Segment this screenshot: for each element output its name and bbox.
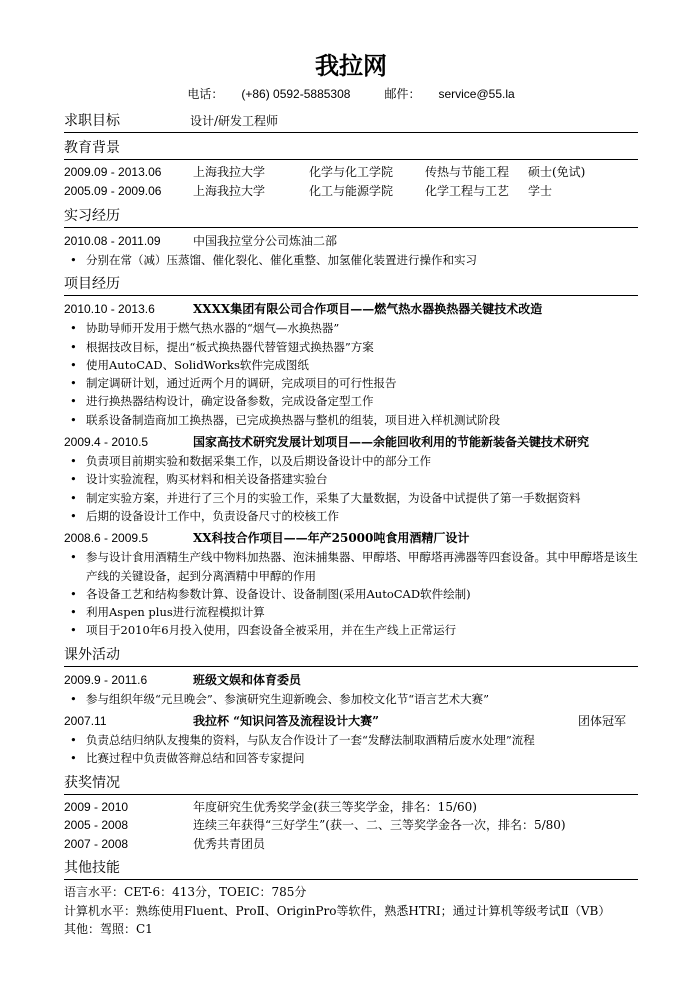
- education-section: [64, 137, 638, 201]
- list-item: • 根据技改目标，提出“板式换热器代替管翅式换热器”方案: [64, 338, 638, 356]
- section-heading: 项目经历: [64, 273, 638, 296]
- entry-title: 我拉杯 “知识问答及流程设计大赛”: [193, 714, 379, 729]
- entry-title: 班级文娱和体育委员: [193, 672, 302, 687]
- award-row: [64, 835, 638, 854]
- goal-value: 设计/研发工程师: [190, 114, 279, 128]
- entry-bullets: [64, 251, 638, 269]
- list-item: • 负责项目前期实验和数据采集工作，以及后期设备设计中的部分工作: [64, 452, 638, 470]
- education-row: [64, 182, 638, 201]
- entry-bullets: [64, 731, 638, 768]
- entry-date: 2010.08 - 2011.09: [64, 234, 161, 248]
- education-cell: 学士: [528, 184, 553, 198]
- award-text: 年度研究生优秀奖学金(获三等奖学金，排名：15/60): [193, 799, 477, 814]
- entry-date: 2010.10 - 2013.6: [64, 302, 155, 317]
- list-item: • 制定实验方案，并进行了三个月的实验工作，采集了大量数据，为设备中试提供了第一手数据资料: [64, 489, 638, 507]
- entry-date: 2009.4 - 2010.5: [64, 435, 149, 450]
- phone-value: (+86) 0592-5885308: [241, 87, 351, 101]
- section-heading: 实习经历: [64, 205, 638, 228]
- entry-title: 国家高技术研究发展计划项目——余能回收利用的节能新装备关键技术研究: [193, 435, 590, 450]
- list-item: • 使用AutoCAD、SolidWorks软件完成图纸: [64, 356, 638, 374]
- award-row: [64, 816, 638, 835]
- internship-section: [64, 205, 638, 269]
- education-cell: 传热与节能工程: [425, 165, 510, 179]
- activities-section: [64, 644, 638, 768]
- phone-label: 电话：: [187, 87, 224, 101]
- education-cell: 化工与能源学院: [309, 184, 394, 198]
- award-row: [64, 798, 638, 817]
- list-item: • 参与设计食用酒精生产线中物料加热器、泡沫捕集器、甲醇塔、甲醇塔再沸器等四套设备。其中甲醇塔是该生产线的关键设备，起到分离酒精中甲醇的作用: [64, 548, 638, 585]
- entry-header: [64, 529, 638, 548]
- list-item: • 设计实验流程，购买材料和相关设备搭建实验台: [64, 470, 638, 488]
- list-item: • 后期的设备设计工作中，负责设备尺寸的校核工作: [64, 507, 638, 525]
- entry-date: 2008.6 - 2009.5: [64, 531, 149, 546]
- list-item: • 参与组织年级“元旦晚会”、参演研究生迎新晚会、参加校文化节“语言艺术大赛”: [64, 690, 638, 708]
- entry-bullets: [64, 690, 638, 708]
- education-cell: 2005.09 - 2009.06: [64, 184, 162, 198]
- entry-header: [64, 232, 638, 251]
- award-text: 优秀共青团员: [193, 836, 266, 851]
- page-title: 我拉网: [315, 51, 387, 80]
- section-heading: 其他技能: [64, 857, 638, 880]
- list-item: • 利用Aspen plus进行流程模拟计算: [64, 603, 638, 621]
- goal-title: 求职目标: [64, 113, 120, 129]
- skill-line: 语言水平：CET-6：413分，TOEIC：785分: [64, 885, 307, 900]
- award-date: 2005 - 2008: [64, 818, 129, 833]
- education-cell: 化学与化工学院: [309, 165, 394, 179]
- list-item: • 分别在常（减）压蒸馏、催化裂化、催化重整、加氢催化装置进行操作和实习: [64, 251, 638, 269]
- education-cell: 上海我拉大学: [193, 184, 266, 198]
- entry-date: 2009.9 - 2011.6: [64, 672, 148, 687]
- projects-section: [64, 273, 638, 639]
- award-text: 连续三年获得“三好学生”(获一、二、三等奖学金各一次，排名：5/80): [193, 818, 566, 833]
- section-heading: 课外活动: [64, 644, 638, 667]
- entry-bullets: [64, 548, 638, 639]
- entry-header: [64, 300, 638, 319]
- list-item: • 联系设备制造商加工换热器，已完成换热器与整机的组装，项目进入样机测试阶段: [64, 411, 638, 429]
- goal-section: [64, 110, 638, 133]
- education-row: [64, 163, 638, 182]
- entry-header: [64, 433, 638, 452]
- list-item: • 制定调研计划，通过近两个月的调研，完成项目的可行性报告: [64, 374, 638, 392]
- email-label: 邮件：: [384, 87, 421, 101]
- entry-title: 中国我拉堂分公司炼油二部: [193, 234, 338, 248]
- education-cell: 上海我拉大学: [193, 165, 266, 179]
- list-item: • 项目于2010年6月投入使用，四套设备全被采用，并在生产线上正常运行: [64, 621, 638, 639]
- list-item: • 各设备工艺和结构参数计算、设备设计、设备制图(采用AutoCAD软件绘制): [64, 585, 638, 603]
- award-date: 2009 - 2010: [64, 799, 129, 814]
- skills-section: [64, 857, 638, 939]
- skill-line: 其他：驾照：C1: [64, 922, 153, 937]
- entry-header: [64, 671, 638, 690]
- list-item: • 比赛过程中负责做答辩总结和回答专家提问: [64, 749, 638, 767]
- list-item: • 负责总结归纳队友搜集的资料，与队友合作设计了一套“发酵法制取酒精后废水处理”流程: [64, 731, 638, 749]
- award-date: 2007 - 2008: [64, 836, 129, 851]
- entry-header: [64, 712, 638, 731]
- entry-result: 团体冠军: [578, 714, 627, 729]
- entry-title: XXXX集团有限公司合作项目——燃气热水器换热器关键技术改造: [193, 302, 543, 317]
- contact-line: [64, 84, 638, 104]
- entry-date: 2007.11: [64, 714, 107, 729]
- email-value: service@55.la: [438, 87, 515, 101]
- resume-page: [64, 48, 638, 939]
- list-item: • 进行换热器结构设计，确定设备参数，完成设备定型工作: [64, 392, 638, 410]
- section-heading: 教育背景: [64, 137, 638, 160]
- skill-line: 计算机水平：熟练使用Fluent、ProⅡ、OriginPro等软件，熟悉HTRI；通过计算机等级考试Ⅱ（VB）: [64, 903, 611, 918]
- entry-bullets: [64, 452, 638, 525]
- section-heading: 获奖情况: [64, 772, 638, 795]
- education-cell: 硕士(免试): [528, 165, 586, 179]
- list-item: • 协助导师开发用于燃气热水器的“烟气—水换热器”: [64, 319, 638, 337]
- entry-title: XX科技合作项目——年产25000吨食用酒精厂设计: [193, 531, 470, 546]
- awards-section: [64, 772, 638, 854]
- education-cell: 化学工程与工艺: [425, 184, 510, 198]
- entry-bullets: [64, 319, 638, 429]
- education-cell: 2009.09 - 2013.06: [64, 165, 162, 179]
